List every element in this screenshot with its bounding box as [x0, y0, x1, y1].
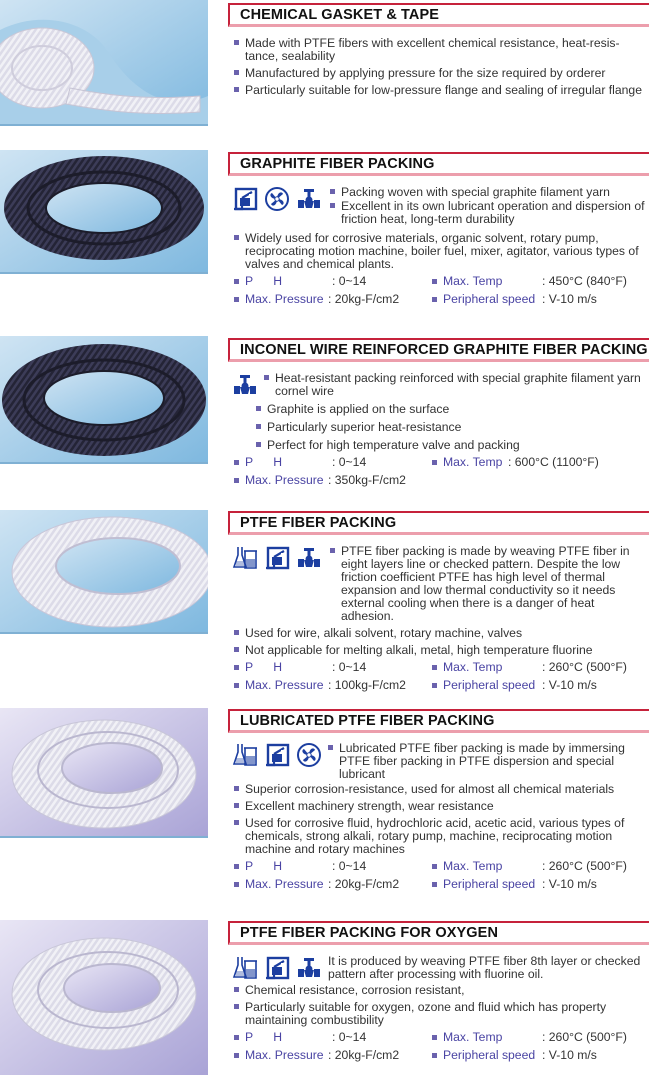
product-photo [0, 150, 208, 274]
speed-value: : V-10 m/s [542, 877, 597, 891]
product-title: LUBRICATED PTFE FIBER PACKING [240, 713, 495, 729]
temp-value: : 600°C (1100°F) [508, 455, 599, 469]
product-photo [0, 336, 208, 464]
speed-value: : V-10 m/s [542, 292, 597, 306]
valve-icon [296, 955, 322, 981]
product-title-bar [228, 709, 649, 733]
product-title-bar [228, 152, 649, 176]
flask-icon [232, 545, 258, 571]
pressure-label: Max. Pressure [245, 473, 324, 487]
bullet-item: Lubricated PTFE fiber packing is made by immersing PTFE fiber packing in PTFE dispersion and special lubricant [326, 742, 646, 781]
product-description [232, 742, 646, 896]
product-title: PTFE FIBER PACKING FOR OXYGEN [240, 925, 499, 941]
bullet-item: Packing woven with special graphite filament yarn [328, 186, 646, 199]
speed-label: Peripheral speed [443, 678, 536, 692]
pump-icon [232, 186, 258, 212]
product-title-bar [228, 921, 649, 945]
pressure-value: : 350kg-F/cm2 [328, 473, 406, 487]
product-title-bar [228, 511, 649, 535]
speed-value: : V-10 m/s [542, 678, 597, 692]
bullet-item: Particularly superior heat-resistance [254, 421, 646, 434]
product-description [232, 545, 646, 697]
valve-icon [296, 186, 322, 212]
temp-label: Max. Temp [443, 660, 503, 674]
pressure-value: : 20kg-F/cm2 [328, 877, 400, 891]
pump-icon [264, 545, 290, 571]
product-photo [0, 0, 208, 126]
pump-icon [264, 955, 290, 981]
product-title-bar [228, 338, 649, 362]
product-description [232, 372, 646, 492]
speed-value: : V-10 m/s [542, 1048, 597, 1062]
flask-icon [232, 742, 258, 768]
bullet-item: Graphite is applied on the surface [254, 403, 646, 416]
ph-label: P H [245, 660, 283, 674]
spec-row [232, 661, 646, 679]
ph-label: P H [245, 859, 283, 873]
pressure-value: : 100kg-F/cm2 [328, 678, 406, 692]
pressure-label: Max. Pressure [245, 1048, 324, 1062]
spec-row [232, 474, 646, 492]
spec-row [232, 1031, 646, 1049]
temp-label: Max. Temp [443, 1030, 503, 1044]
bullet-item: Particularly suitable for oxygen, ozone and fluid which has property maintaining combustibility [232, 1001, 646, 1027]
product-title: GRAPHITE FIBER PACKING [240, 156, 435, 172]
bullet-item: Not applicable for melting alkali, metal, high temperature fluorine [232, 644, 646, 657]
spec-row [232, 860, 646, 878]
product-photo [0, 510, 208, 634]
product-title: CHEMICAL GASKET & TAPE [240, 7, 440, 23]
temp-value: : 450°C (840°F) [542, 274, 627, 288]
spec-row [232, 293, 646, 311]
bullet-item: It is produced by weaving PTFE fiber 8th layer or checked pattern after processing with fluorine oil. [328, 954, 641, 981]
spec-row [232, 456, 646, 474]
product-title-bar [228, 3, 649, 27]
fan-icon [296, 742, 322, 768]
valve-icon [232, 372, 258, 398]
speed-label: Peripheral speed [443, 1048, 536, 1062]
product-description [232, 955, 646, 1067]
temp-label: Max. Temp [443, 455, 503, 469]
pump-icon [264, 742, 290, 768]
ph-value: : 0~14 [332, 274, 367, 288]
bullet-item: Used for corrosive fluid, hydrochloric acid, acetic acid, various types of chemicals, strong alkali, rotary pump, machine, reciprocating motion machine and rotary machines [232, 817, 646, 856]
bullet-item: Manufactured by applying pressure for the size required by orderer [232, 67, 646, 80]
product-photo [0, 920, 208, 1075]
bullet-item: Superior corrosion-resistance, used for almost all chemical materials [232, 783, 646, 796]
ph-value: : 0~14 [332, 859, 367, 873]
temp-label: Max. Temp [443, 859, 503, 873]
temp-label: Max. Temp [443, 274, 503, 288]
ph-label: P H [245, 455, 283, 469]
ph-label: P H [245, 1030, 283, 1044]
pressure-value: : 20kg-F/cm2 [328, 292, 400, 306]
temp-value: : 260°C (500°F) [542, 859, 627, 873]
bullet-item: Made with PTFE fibers with excellent chemical resistance, heat-resis-tance, sealability [232, 37, 646, 63]
ph-label: P H [245, 274, 283, 288]
spec-row [232, 1049, 646, 1067]
product-description [232, 37, 646, 101]
bullet-item: Chemical resistance, corrosion resistant, [232, 984, 646, 997]
pressure-label: Max. Pressure [245, 292, 324, 306]
fan-icon [264, 186, 290, 212]
bullet-item: Excellent machinery strength, wear resistance [232, 800, 646, 813]
bullet-item: Used for wire, alkali solvent, rotary machine, valves [232, 627, 646, 640]
flask-icon [232, 955, 258, 981]
pressure-label: Max. Pressure [245, 877, 324, 891]
bullet-item: Excellent in its own lubricant operation and dispersion of friction heat, long-term durability [328, 200, 646, 226]
bullet-item: PTFE fiber packing is made by weaving PTFE fiber in eight layers line or checked pattern. Despite the low friction coefficient PTFE has high level of thermal expansion and low thermal conductivity so it needs external cooling when there is a danger of heat adhesion. [328, 545, 646, 623]
product-title: PTFE FIBER PACKING [240, 515, 397, 531]
temp-value: : 260°C (500°F) [542, 660, 627, 674]
bullet-item: Widely used for corrosive materials, organic solvent, rotary pump, reciprocating motion machine, boiler fuel, mixer, agitator, various types of valves and chemical plants. [232, 232, 646, 271]
ph-value: : 0~14 [332, 455, 367, 469]
spec-row [232, 679, 646, 697]
product-title: INCONEL WIRE REINFORCED GRAPHITE FIBER PACKING [240, 342, 648, 358]
ph-value: : 0~14 [332, 660, 367, 674]
spec-row [232, 275, 646, 293]
product-description [232, 186, 646, 311]
product-photo [0, 708, 208, 838]
pressure-value: : 20kg-F/cm2 [328, 1048, 400, 1062]
speed-label: Peripheral speed [443, 292, 536, 306]
bullet-item: Heat-resistant packing reinforced with special graphite filament yarn cornel wire [262, 372, 646, 398]
bullet-item: Perfect for high temperature valve and packing [254, 439, 646, 452]
speed-label: Peripheral speed [443, 877, 536, 891]
spec-row [232, 878, 646, 896]
pressure-label: Max. Pressure [245, 678, 324, 692]
valve-icon [296, 545, 322, 571]
bullet-item: Particularly suitable for low-pressure flange and sealing of irregular flange [232, 84, 646, 97]
ph-value: : 0~14 [332, 1030, 367, 1044]
temp-value: : 260°C (500°F) [542, 1030, 627, 1044]
